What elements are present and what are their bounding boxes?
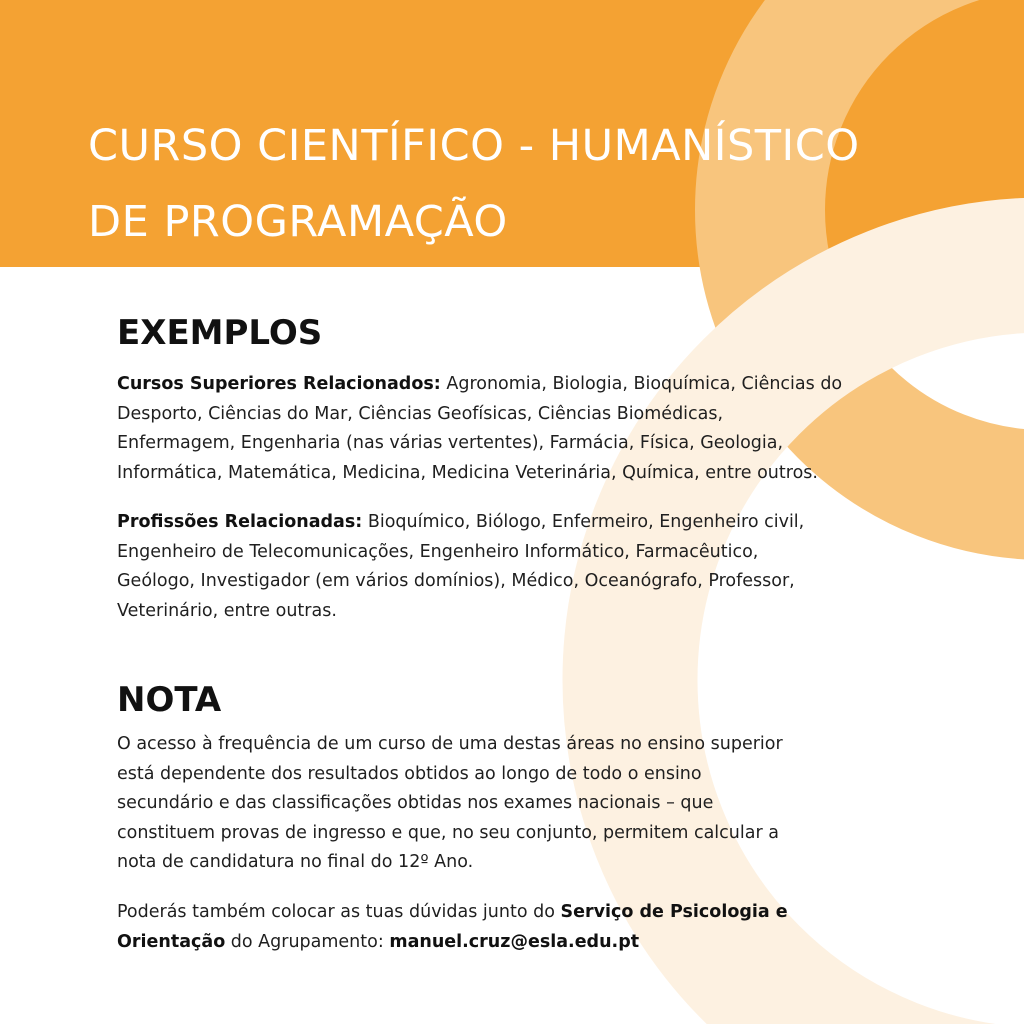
profissoes-line-2: Engenheiro de Telecomunicações, Engenheiro Informático, Farmacêutico,: [117, 541, 759, 562]
contact-intro: Poderás também colocar as tuas dúvidas junto do: [117, 902, 555, 922]
profissoes-line-1: [117, 508, 977, 538]
page-title: [88, 108, 988, 260]
nota-heading: NOTA: [117, 680, 222, 720]
contact-middle: do Agrupamento:: [230, 931, 384, 952]
cursos-paragraph: [117, 370, 977, 488]
service-name-part1: Serviço de Psicologia e: [560, 902, 788, 922]
nota-line-1: O acesso à frequência de um curso de uma destas áreas no ensino superior: [117, 734, 783, 754]
cursos-line-3: Enfermagem, Engenharia (nas várias vertentes), Farmácia, Física, Geologia,: [117, 433, 784, 453]
contact-line-2: [117, 928, 977, 958]
contact-email[interactable]: manuel.cruz@esla.edu.pt: [389, 931, 640, 952]
cursos-label: Cursos Superiores Relacionados:: [117, 374, 441, 394]
profissoes-line-3: Geólogo, Investigador (em vários domínios), Médico, Oceanógrafo, Professor,: [117, 571, 795, 591]
profissoes-paragraph: [117, 508, 977, 626]
nota-line-3: secundário e das classificações obtidas nos exames nacionais – que: [117, 793, 714, 813]
cursos-line-1: [117, 370, 977, 400]
contact-paragraph: [117, 898, 977, 957]
nota-line-5: nota de candidatura no final do 12º Ano.: [117, 852, 474, 872]
profissoes-text-1: Bioquímico, Biólogo, Enfermeiro, Engenheiro civil,: [367, 512, 805, 532]
title-line-1: CURSO CIENTÍFICO - HUMANÍSTICO: [88, 121, 860, 171]
cursos-line-4: Informática, Matemática, Medicina, Medicina Veterinária, Química, entre outros.: [117, 462, 818, 483]
cursos-text-1: Agronomia, Biologia, Bioquímica, Ciências do: [446, 374, 843, 394]
cursos-line-2: Desporto, Ciências do Mar, Ciências Geofísicas, Ciências Biomédicas,: [117, 403, 724, 424]
profissoes-line-4: Veterinário, entre outras.: [117, 600, 337, 621]
nota-line-4: constituem provas de ingresso e que, no seu conjunto, permitem calcular a: [117, 822, 779, 843]
contact-line-1: [117, 898, 977, 928]
examples-heading: EXEMPLOS: [117, 313, 323, 353]
nota-line-2: está dependente dos resultados obtidos ao longo de todo o ensino: [117, 763, 702, 784]
profissoes-label: Profissões Relacionadas:: [117, 512, 363, 532]
title-line-2: DE PROGRAMAÇÃO: [88, 197, 508, 247]
nota-paragraph: [117, 730, 977, 878]
service-name-part2: Orientação: [117, 931, 226, 952]
